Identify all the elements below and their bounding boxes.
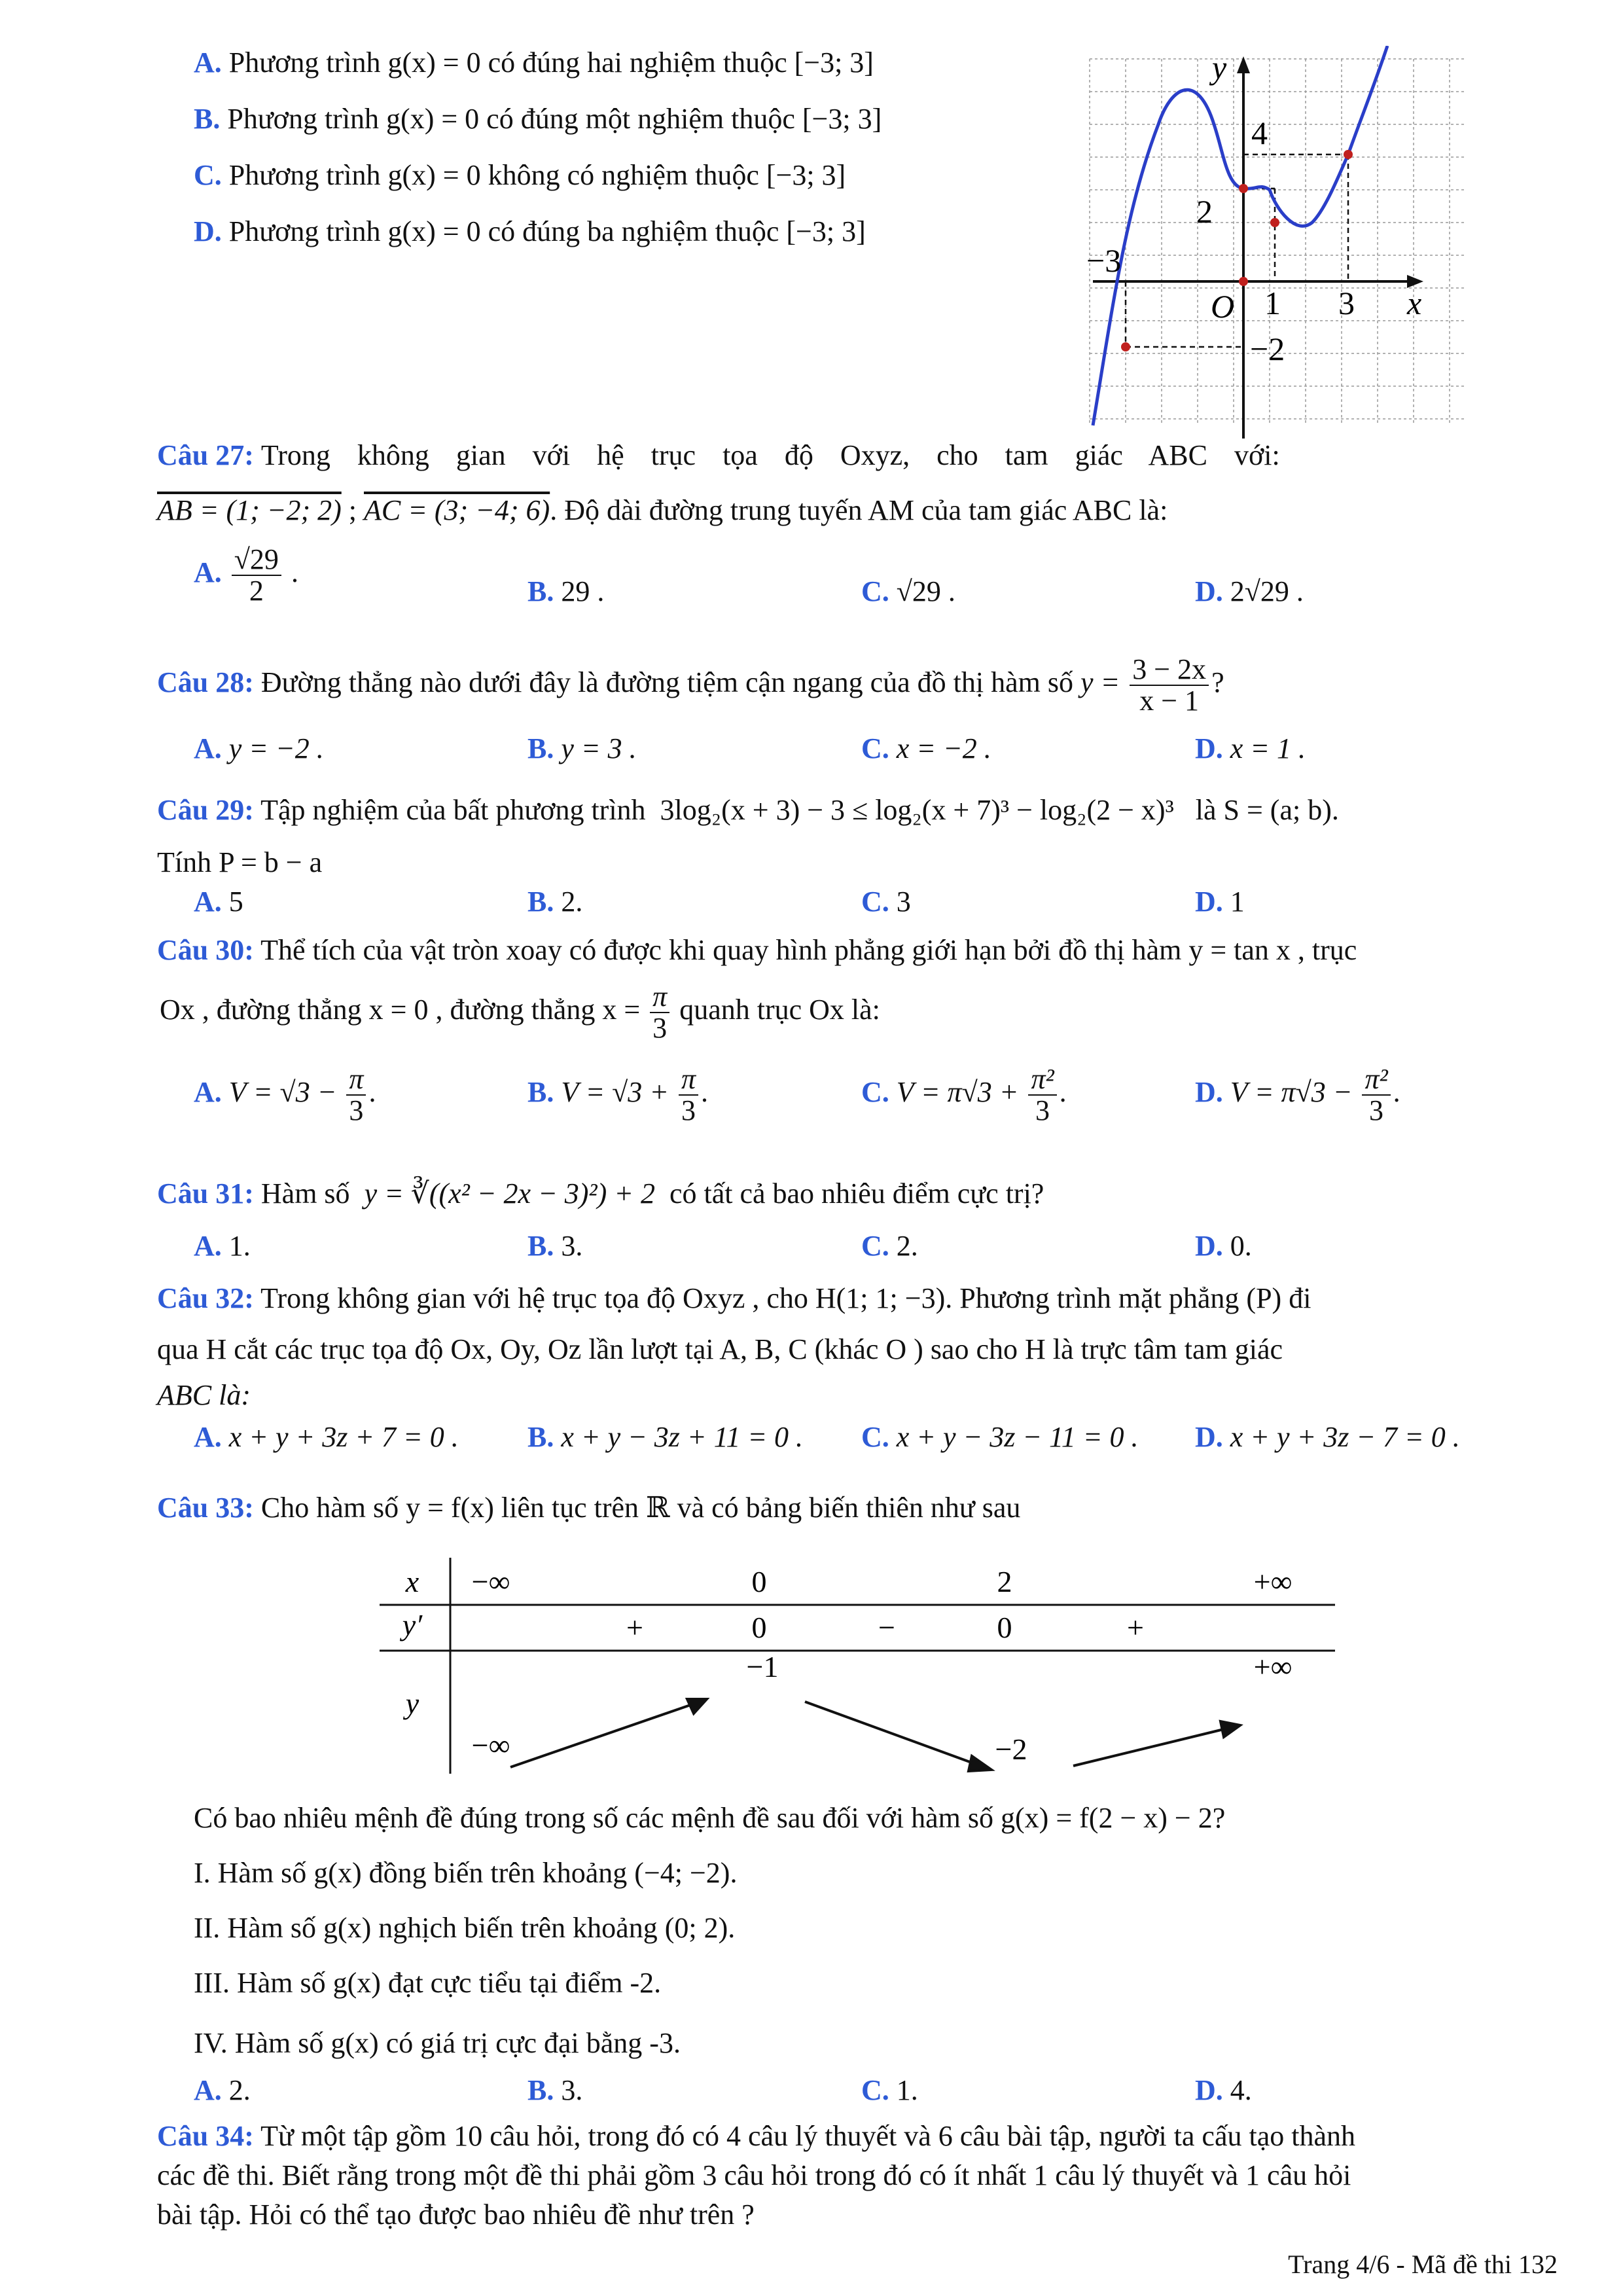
q34-line1: Câu 34: Từ một tập gồm 10 câu hỏi, trong đó có 4 câu lý thuyết và 6 câu bài tập, người ta cấu tạo thành	[157, 2120, 1355, 2152]
arrow-head-icon	[1221, 1721, 1240, 1737]
q34-number: Câu 34:	[157, 2120, 254, 2152]
q32-option-c: C. x + y − 3z − 11 = 0 .	[861, 1421, 1139, 1453]
q32-line2: qua H cắt các trục tọa độ Ox, Oy, Oz lần lượt tại A, B, C (khác O ) sao cho H là trực tâm tam giác	[157, 1333, 1283, 1365]
q33-option-b: B. 3.	[527, 2074, 583, 2106]
q27-line1: Câu 27: Trong không gian với hệ trục tọa độ Oxyz, cho tam giác ABC với:	[157, 439, 1280, 471]
q29-line1: Câu 29: Tập nghiệm của bất phương trình 3log₂(x + 3) − 3 ≤ log₂(x + 7)³ − log₂(2 − x)³ là S = (a; b).	[157, 794, 1339, 826]
point-origin	[1239, 277, 1248, 286]
table-y-min: −2	[995, 1732, 1027, 1766]
q33-option-d: D. 4.	[1195, 2074, 1252, 2106]
q26-option-b: B. Phương trình g(x) = 0 có đúng một nghiệm thuộc [−3; 3]	[194, 103, 882, 135]
q28-option-c: C. x = −2 .	[861, 732, 991, 764]
function-curve	[1093, 46, 1387, 425]
table-x-val: +∞	[1253, 1565, 1293, 1598]
q29-option-a: A. 5	[194, 886, 243, 918]
point-1	[1270, 218, 1279, 227]
table-sign: +	[626, 1611, 643, 1644]
q31-option-a: A. 1.	[194, 1230, 251, 1262]
q33-option-c: C. 1.	[861, 2074, 918, 2106]
q27-option-b: B. 29 .	[527, 575, 605, 607]
graph-grid	[1090, 59, 1466, 425]
q33-number: Câu 33:	[157, 1492, 254, 1524]
q30-line1: Câu 30: Thể tích của vật tròn xoay có được khi quay hình phẳng giới hạn bởi đồ thị hàm y = tan x , trục	[157, 934, 1357, 966]
graph-tick-4: 4	[1251, 115, 1268, 151]
graph-tick-2: 2	[1196, 193, 1213, 230]
graph-y-label: y	[1212, 49, 1227, 86]
graph-tick-neg3: −3	[1086, 242, 1122, 279]
point-0-2	[1239, 184, 1248, 193]
graph-origin-label: O	[1211, 288, 1235, 325]
graph-tick-neg2: −2	[1250, 331, 1285, 367]
table-x-val: 0	[751, 1565, 767, 1598]
increase-arrow-1	[510, 1705, 690, 1767]
q29-option-c: C. 3	[861, 886, 911, 918]
q29-option-d: D. 1	[1195, 886, 1245, 918]
q33-statement-2: II. Hàm số g(x) nghịch biến trên khoảng (0; 2).	[194, 1912, 736, 1944]
q32-line1: Câu 32: Trong không gian với hệ trục tọa độ Oxyz , cho H(1; 1; −3). Phương trình mặt phẳng (P) đi	[157, 1282, 1311, 1314]
table-x-label: x	[405, 1565, 419, 1598]
q33-statement-1: I. Hàm số g(x) đồng biến trên khoảng (−4; −2).	[194, 1857, 738, 1889]
q31-line1: Câu 31: Hàm số y = ∛((x² − 2x − 3)²) + 2 có tất cả bao nhiêu điểm cực trị?	[157, 1177, 1044, 1210]
q32-option-d: D. x + y + 3z − 7 = 0 .	[1195, 1421, 1460, 1453]
table-y-max: −1	[746, 1650, 779, 1683]
q27-line2: AB = (1; −2; 2) ; AC = (3; −4; 6). Độ dài đường trung tuyến AM của tam giác ABC là:	[157, 494, 1168, 526]
increase-arrow-2	[1073, 1729, 1224, 1766]
q30-option-b: B. V = √3 + $\frac{\pi}{3}$ .	[527, 1063, 709, 1126]
table-x-val: −∞	[471, 1565, 510, 1598]
table-x-val: 2	[997, 1565, 1012, 1598]
arrow-head-icon	[687, 1699, 707, 1713]
q27-option-d: D. 2√29 .	[1195, 575, 1304, 607]
q28-number: Câu 28:	[157, 666, 254, 699]
q32-line3: ABC là:	[157, 1379, 251, 1411]
graph-x-label: x	[1407, 285, 1422, 321]
q34-line2: các đề thi. Biết rằng trong một đề thi phải gồm 3 câu hỏi trong đó có ít nhất 1 câu lý thuyết và 1 câu hỏi	[157, 2159, 1351, 2191]
q30-option-c: C. V = π√3 + $\frac{\text{π²}}{3}$ .	[861, 1063, 1067, 1126]
q28-option-a: A. y = −2 .	[194, 732, 324, 764]
q30-number: Câu 30:	[157, 934, 254, 966]
graph-tick-3: 3	[1338, 285, 1355, 321]
helper-lines	[1126, 154, 1348, 347]
table-sign: 0	[751, 1611, 767, 1644]
q28-option-b: B. y = 3 .	[527, 732, 637, 764]
q31-option-d: D. 0.	[1195, 1230, 1252, 1262]
arrow-head-icon	[969, 1756, 991, 1771]
q31-option-c: C. 2.	[861, 1230, 918, 1262]
q27-number: Câu 27:	[157, 439, 254, 471]
q30-option-d: D. V = π√3 − $\frac{\text{π²}}{3}$ .	[1195, 1063, 1400, 1126]
table-y-label: y	[405, 1687, 419, 1720]
table-y-right: +∞	[1253, 1650, 1293, 1683]
q28-line1: Câu 28: Đường thẳng nào dưới đây là đường tiệm cận ngang của đồ thị hàm số y = $\frac{3 - 2x}{x - 1}$ ?	[157, 653, 1224, 717]
q32-number: Câu 32:	[157, 1282, 254, 1314]
q26-option-d: D. Phương trình g(x) = 0 có đúng ba nghiệm thuộc [−3; 3]	[194, 215, 866, 247]
q29-option-b: B. 2.	[527, 886, 583, 918]
q33-statement-3: III. Hàm số g(x) đạt cực tiểu tại điểm -2.	[194, 1967, 662, 1999]
table-sign: +	[1127, 1611, 1144, 1644]
q29-number: Câu 29:	[157, 794, 254, 826]
q31-number: Câu 31:	[157, 1177, 254, 1210]
q31-option-b: B. 3.	[527, 1230, 583, 1262]
table-sign: −	[878, 1611, 895, 1644]
q27-option-c: C. √29 .	[861, 575, 955, 607]
q32-option-b: B. x + y − 3z + 11 = 0 .	[527, 1421, 804, 1453]
q30-line2: Ox , đường thẳng x = 0 , đường thẳng x = $\frac{\pi}{3}$ quanh trục Ox là:	[160, 980, 880, 1044]
q26-option-a: A. Phương trình g(x) = 0 có đúng hai nghiệm thuộc [−3; 3]	[194, 46, 874, 79]
point-3-4	[1344, 150, 1353, 159]
q34-line3: bài tập. Hỏi có thể tạo được bao nhiêu đề như trên ?	[157, 2198, 755, 2231]
table-sign: 0	[997, 1611, 1012, 1644]
page-footer: Trang 4/6 - Mã đề thi 132	[1288, 2250, 1558, 2279]
q30-option-a: A. V = √3 − $\frac{\pi}{3}$ .	[194, 1063, 376, 1126]
function-graph	[1086, 46, 1466, 439]
decrease-arrow	[805, 1702, 975, 1764]
q32-option-a: A. x + y + 3z + 7 = 0 .	[194, 1421, 459, 1453]
q33-question: Có bao nhiêu mệnh đề đúng trong số các mệnh đề sau đối với hàm số g(x) = f(2 − x) − 2?	[194, 1802, 1226, 1834]
q28-option-d: D. x = 1 .	[1195, 732, 1306, 764]
table-yp-label: y′	[402, 1608, 423, 1641]
graph-tick-1: 1	[1264, 285, 1281, 321]
q33-statement-4: IV. Hàm số g(x) có giá trị cực đại bằng -3.	[194, 2027, 681, 2059]
q29-line2: Tính P = b − a	[157, 846, 323, 878]
q33-option-a: A. 2.	[194, 2074, 251, 2106]
variation-table	[380, 1558, 1335, 1793]
q26-option-c: C. Phương trình g(x) = 0 không có nghiệm thuộc [−3; 3]	[194, 159, 846, 191]
point-neg3	[1121, 342, 1130, 351]
q27-option-a: A. $\frac{√29}{2}$ .	[194, 543, 298, 607]
q33-line1: Câu 33: Cho hàm số y = f(x) liên tục trên ℝ và có bảng biến thiên như sau	[157, 1492, 1021, 1524]
table-y-left: −∞	[471, 1729, 510, 1762]
